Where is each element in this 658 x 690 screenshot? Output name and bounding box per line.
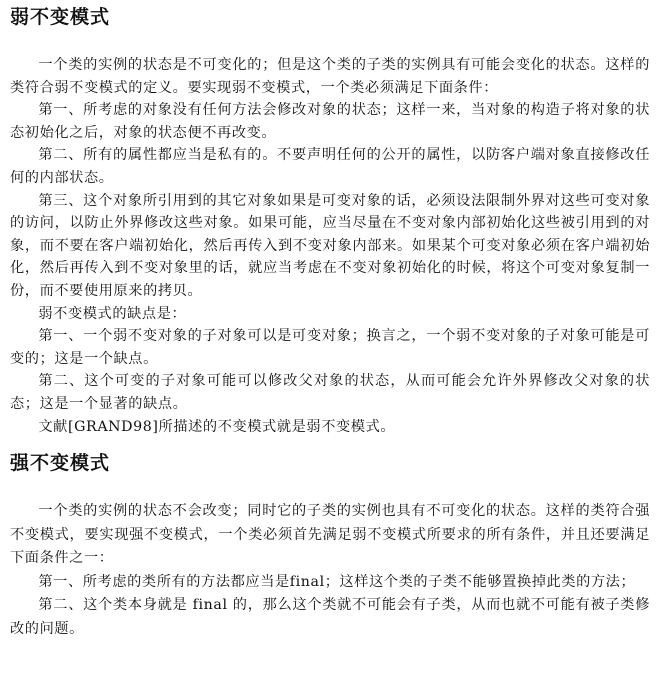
weak-condition-1: 第一、所考虑的对象没有任何方法会修改对象的状态；这样一来，当对象的构造子将对象的状态初始化之后，对象的状态便不再改变。 xyxy=(10,102,650,141)
weak-condition-2: 第二、所有的属性都应当是私有的。不要声明任何的公开的属性，以防客户端对象直接修改任何的内部状态。 xyxy=(10,147,650,186)
weak-definition-paragraph: 一个类的实例的状态是不可变化的；但是这个类的子类的实例具有可能会变化的状态。这样的类符合弱不变模式的定义。要实现弱不变模式，一个类必须满足下面条件： xyxy=(10,57,650,96)
strong-condition-1: 第一、所考虑的类所有的方法都应当是final；这样这个类的子类不能够置换掉此类的方法； xyxy=(38,573,636,590)
weak-condition-3: 第三、这个对象所引用到的其它对象如果是可变对象的话，必须设法限制外界对这些可变对象的访问，以防止外界修改这些对象。如果可能，应当尽量在不变对象内部初始化这些被引用到的对象，而不要在客户端初始化，然后再传入到不变对象内部来。如果某个可变对象必须在客户端初始化，然后再传入到不变对象里的话，就应当考虑在不变对象初始化的时候，将这个可变对象复制一份，而不要使用原来的拷贝。 xyxy=(10,192,650,299)
heading-spacer xyxy=(10,474,650,500)
heading-spacer xyxy=(10,28,650,54)
weak-immutable-heading: 弱不变模式 xyxy=(10,6,111,28)
weak-drawbacks-intro: 弱不变模式的缺点是： xyxy=(38,305,187,322)
strong-definition-paragraph: 一个类的实例的状态不会改变；同时它的子类的实例也具有不可变化的状态。这样的类符合强不变模式，要实现强不变模式，一个类必须首先满足弱不变模式所要求的所有条件，并且还要满足下面条件之一： xyxy=(10,503,650,567)
weak-drawback-1: 第一、一个弱不变对象的子对象可以是可变对象；换言之，一个弱不变对象的子对象可能是可变的；这是一个缺点。 xyxy=(10,328,650,367)
strong-immutable-heading: 强不变模式 xyxy=(10,452,111,475)
strong-condition-2: 第二、这个类本身就是 final 的，那么这个类就不可能会有子类，从而也就不可能有被子类修改的问题。 xyxy=(10,597,650,637)
weak-immutable-section xyxy=(10,0,650,438)
weak-reference-note: 文献[GRAND98]所描述的不变模式就是弱不变模式。 xyxy=(38,418,396,435)
strong-immutable-section xyxy=(10,452,650,641)
weak-drawback-2: 第二、这个可变的子对象可能可以修改父对象的状态，从而可能会允许外界修改父对象的状态；这是一个显著的缺点。 xyxy=(10,373,650,412)
